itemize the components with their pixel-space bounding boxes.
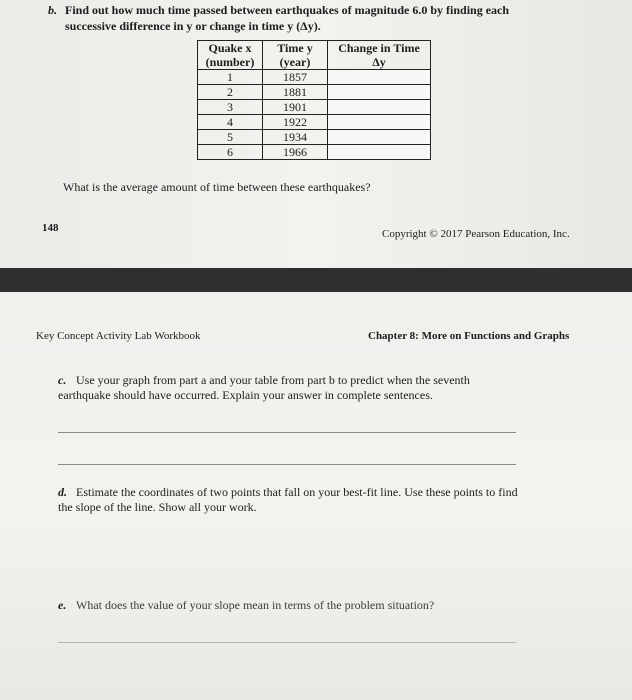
change-in-time-cell[interactable] <box>328 85 431 100</box>
year-cell: 1901 <box>263 100 328 115</box>
part-d-line1: Estimate the coordinates of two points that fall on your best-fit line. Use these points to find <box>76 485 518 499</box>
table-row <box>198 130 431 145</box>
change-in-time-cell[interactable] <box>328 100 431 115</box>
chapter-title: Chapter 8: More on Functions and Graphs <box>368 330 570 342</box>
table-row <box>198 115 431 130</box>
copyright-text: Copyright © 2017 Pearson Education, Inc. <box>382 228 570 240</box>
quake-number-cell: 5 <box>198 130 263 145</box>
table-row <box>198 100 431 115</box>
header-change <box>328 41 431 70</box>
part-c-label: c. <box>58 373 67 387</box>
header-quake-line1: Quake x <box>208 41 252 55</box>
part-b-question: What is the average amount of time between these earthquakes? <box>63 180 371 194</box>
part-b-instruction-line1: Find out how much time passed between earthquakes of magnitude 6.0 by finding each <box>65 3 510 17</box>
part-c-line2: earthquake should have occurred. Explain your answer in complete sentences. <box>58 388 433 402</box>
quake-number-cell: 1 <box>198 70 263 85</box>
header-change-line1: Change in Time <box>338 41 420 55</box>
answer-line[interactable] <box>58 464 516 465</box>
part-d-label: d. <box>58 485 67 499</box>
part-d-line2: the slope of the line. Show all your work. <box>58 500 257 514</box>
worksheet-page-top <box>0 0 632 268</box>
workbook-title: Key Concept Activity Lab Workbook <box>36 330 201 342</box>
quake-number-cell: 4 <box>198 115 263 130</box>
change-in-time-cell[interactable] <box>328 70 431 85</box>
part-b-label: b. <box>48 3 57 17</box>
page-number: 148 <box>42 222 59 234</box>
table-row <box>198 85 431 100</box>
part-e-line1: What does the value of your slope mean in terms of the problem situation? <box>76 598 435 612</box>
part-b-instruction-line2: successive difference in y or change in time y (Δy). <box>65 19 321 33</box>
part-e-label: e. <box>58 598 67 612</box>
year-cell: 1857 <box>263 70 328 85</box>
header-change-line2: Δy <box>372 55 386 69</box>
header-time-line2: (year) <box>279 55 311 69</box>
year-cell: 1881 <box>263 85 328 100</box>
page-gap <box>0 268 632 292</box>
change-in-time-cell[interactable] <box>328 115 431 130</box>
year-cell: 1966 <box>263 145 328 160</box>
header-quake-line2: (number) <box>205 55 255 69</box>
quake-number-cell: 6 <box>198 145 263 160</box>
change-in-time-cell[interactable] <box>328 130 431 145</box>
worksheet-page-bottom <box>0 292 632 700</box>
table-row <box>198 145 431 160</box>
header-time-line1: Time y <box>277 41 313 55</box>
quake-number-cell: 2 <box>198 85 263 100</box>
header-time <box>263 41 328 70</box>
answer-line[interactable] <box>58 642 516 643</box>
header-quake <box>198 41 263 70</box>
answer-line[interactable] <box>58 432 516 433</box>
table-row <box>198 70 431 85</box>
table-header-row <box>198 41 431 70</box>
year-cell: 1922 <box>263 115 328 130</box>
earthquake-table <box>197 40 431 160</box>
year-cell: 1934 <box>263 130 328 145</box>
quake-number-cell: 3 <box>198 100 263 115</box>
change-in-time-cell[interactable] <box>328 145 431 160</box>
part-c-line1: Use your graph from part a and your table from part b to predict when the seventh <box>76 373 470 387</box>
